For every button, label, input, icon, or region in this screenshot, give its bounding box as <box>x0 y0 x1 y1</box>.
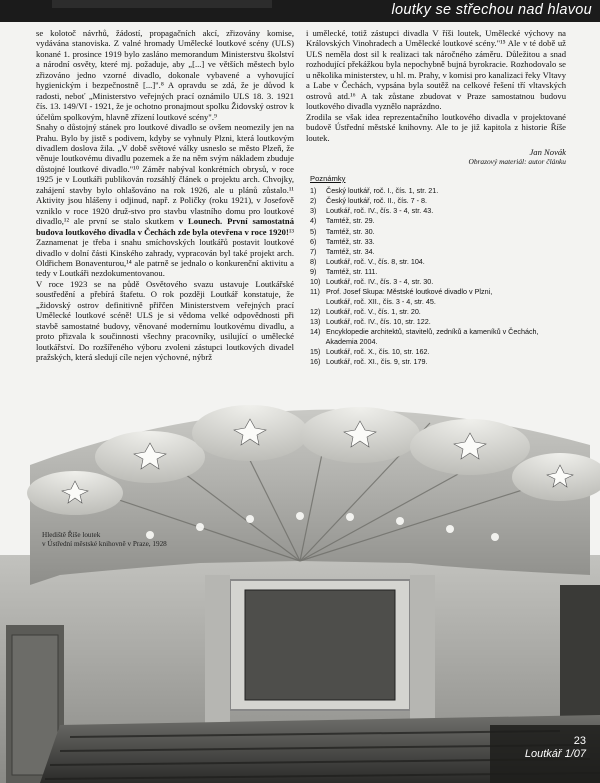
photo-credit: Obrazový materiál: autor článku <box>468 157 566 167</box>
left-paragraph-2-text: Snahy o důstojný stánek pro loutkové divadlo se ovšem neomezily jen na Prahu. Bylo by jistě s podivem, kdyby se vyhnuly Plzni, která loutkovým divadlem doslova žila. „V době světové války usneslo se město Plzeň, že věnuje loutkovému divadlu pozemek a že na něm svým nákladem zbuduje důstojné loutkové divadlo."¹⁰ Záměr nabýval konkrétních obrysů, v roce 1925 je v Loutkáři publikován rozsáhlý článek o projektu arch. Chvojky, zahájení stavby bylo ohlašováno na rok 1926, ale u plánů zůstalo.¹¹ Aktivity jsou hlášeny i odjinud, např. z Poličky (roku 1921), v Josefově vzniklo v roce 1920 druž-stvo pro stavbu vlastního domu pro loutkové divadlo,¹² ale první se stalo skutkem <box>36 122 294 227</box>
left-paragraph-2-end: ¹³ Zaznamenat je třeba i snahu smíchovských loutkářů postavit loutkové divadlo v dolní části Kinského zahrady, vypracován byl také projekt arch. Oldřichem Bonaventurou,¹⁴ ale patrně se jednalo o konkurenční aktivitu a tedy v Loutkáři nezdokumentovanou. <box>36 226 294 279</box>
note-item <box>310 277 566 287</box>
note-text: Loutkář, roč. IV., čís. 3 - 4, str. 43. <box>324 206 434 216</box>
page-number: 23 <box>573 735 586 747</box>
note-text: Tamtéž, str. 34. <box>324 246 375 256</box>
notes-list <box>306 186 566 367</box>
header-title: loutky se střechou nad hlavou <box>391 2 592 18</box>
left-paragraph-2 <box>36 122 294 279</box>
theatre-photo-illustration <box>0 385 600 783</box>
note-number: 6) <box>310 236 317 246</box>
note-item <box>310 257 566 267</box>
note-item <box>310 337 566 347</box>
right-column <box>306 28 566 367</box>
note-item <box>310 247 566 257</box>
note-item <box>310 347 566 357</box>
note-number: 12) <box>310 306 321 316</box>
left-paragraph-3: V roce 1923 se na půdě Osvětového svazu ustavuje Loutkářské soustředění a přebírá štafetu. O rok později Loutkář konstatuje, že „židovský ostrov definitivně přiřčen Ministerstvem veřejných prací Umělecké loutkové scéně! ULS je si vědoma velké odpovědnosti při stavbě samostatné budovy, věnované modernímu loutkovému divadlu, a proto přizvala k součinnosti všechny pracovníky, usilující o umělecké loutkářství. Do rozšířeného výboru zvoleni zástupci loutkových divadel pražských, která sledují cíle nejen výchovné, nýbrž <box>36 278 294 363</box>
note-item <box>310 317 566 327</box>
note-text: Encyklopedie architektů, stavitelů, zedníků a kameníků v Čechách, <box>324 327 539 336</box>
note-text: Tamtéž, str. 33. <box>324 236 375 246</box>
note-text: Tamtéž, str. 111. <box>324 266 378 276</box>
note-number: 11) <box>310 286 320 296</box>
note-number: 15) <box>310 347 321 357</box>
note-item <box>310 237 566 247</box>
note-item <box>310 357 566 367</box>
note-text: Loutkář, roč. IV., čís. 3 - 4, str. 30. <box>324 276 434 286</box>
note-item <box>310 186 566 196</box>
note-item <box>310 327 566 337</box>
note-text: Loutkář, roč. IV., čís. 10, str. 122. <box>324 316 431 326</box>
photo-caption <box>42 531 182 549</box>
note-text: Tamtéž, str. 29. <box>324 216 375 226</box>
note-text: Český loutkář, roč. I., čís. 1, str. 21. <box>324 186 439 196</box>
caption-line-1: Hlediště Říše loutek <box>42 531 101 539</box>
theatre-photo <box>0 385 600 783</box>
note-number: 3) <box>310 206 317 216</box>
note-number: 2) <box>310 196 317 206</box>
note-number: 14) <box>310 327 321 336</box>
note-text: Český loutkář, roč. II., čís. 7 - 8. <box>324 196 428 206</box>
left-paragraph-2-bold: v Lounech. První samostatná budova loutkového divadla v Čechách zde byla otevřena v roce 1920! <box>36 216 294 237</box>
right-paragraph-1: i umělecké, totiž zástupci divadla V říši loutek, Umělecké výchovy na Královských Vinohradech a Umělecké loutkové scény."¹⁵ Ale v té době už ULS neměla dost sil k realizaci tak náročného záměru. Důležitou a snad rozhodující překážkou byla nepochybně bujná byrokracie. Rozhodovalo se u několika ministerstev, u hl. m. Prahy, v komisi pro kanalizaci řeky Vltavy a Labe v Čechách, vypsána byla soutěž na celkové řešení tří vltavských ostrovů atd.¹⁶ A tak zůstane zbudovat v Praze samostatnou budovu loutkového divadla vyznělo naprázdno. <box>306 28 566 112</box>
note-number: 13) <box>310 316 321 326</box>
note-text: Loutkář, roč. XII., čís. 3 - 4, str. 45. <box>324 296 436 306</box>
header-accent-bar <box>52 0 272 8</box>
note-item <box>310 297 566 307</box>
note-text: Prof. Josef Skupa: Městské loutkové divadlo v Plzni, <box>324 286 493 296</box>
note-number: 16) <box>310 357 321 367</box>
author-signature: Jan Novák <box>529 146 566 157</box>
note-number: 10) <box>310 276 321 286</box>
note-item <box>310 196 566 206</box>
note-item <box>310 287 566 297</box>
note-text: Loutkář, roč. V., čís. 8, str. 104. <box>324 256 425 266</box>
caption-line-2: v Ústřední městské knihovně v Praze, 1928 <box>42 540 167 548</box>
note-number: 9) <box>310 266 317 276</box>
notes-title: Poznámky <box>310 173 346 183</box>
left-column <box>36 28 294 363</box>
left-paragraph-1: se kolotoč návrhů, žádostí, propagačních akcí, zřizovány komise, vydávána stanoviska. Z valné hromady Umělecké loutkové scény (ULS) konané 1. prosince 1919 bylo zasláno memorandum Ministerstvu školství a národní osvěty, které mj. požaduje, aby „[...] ve větších městech bylo zřizováno jedno vzorné divadlo, dokonale vybavené a vyhovující hygienickým i bezpečnostně [...]".⁸ A opravdu se zdá, že je důvod k radosti, neboť „Ministerstvo veřejných prací oznámilo ULS 18. 3. 1921 čís. 13. 149/VI - 1921, že je ochotno pronajmout spolku Židovský ostrov k účelům spolkovým, hlavně zřízení loutkové scény".⁹ <box>36 28 294 122</box>
note-text: Akademia 2004. <box>324 337 378 347</box>
note-number: 1) <box>310 186 317 196</box>
note-number: 8) <box>310 256 317 266</box>
note-item <box>310 307 566 317</box>
note-number: 4) <box>310 216 317 226</box>
note-text: Loutkář, roč. X., čís. 10, str. 162. <box>324 347 430 357</box>
note-item <box>310 267 566 277</box>
note-number: 5) <box>310 226 317 236</box>
note-item <box>310 206 566 216</box>
note-item <box>310 227 566 237</box>
note-text: Loutkář, roč. V., čís. 1, str. 20. <box>324 306 421 316</box>
magazine-issue: Loutkář 1/07 <box>524 748 586 760</box>
note-text: Tamtéž, str. 30. <box>324 226 375 236</box>
page-header <box>0 0 600 22</box>
note-number: 7) <box>310 246 317 256</box>
note-text: Loutkář, roč. XI., čís. 9, str. 179. <box>324 357 428 367</box>
note-item <box>310 216 566 226</box>
right-paragraph-2: Zrodila se však idea reprezentačního loutkového divadla v projektované budově Ústřední městské knihovny. Ale to je již kapitola z historie Říše loutek. <box>306 111 566 143</box>
